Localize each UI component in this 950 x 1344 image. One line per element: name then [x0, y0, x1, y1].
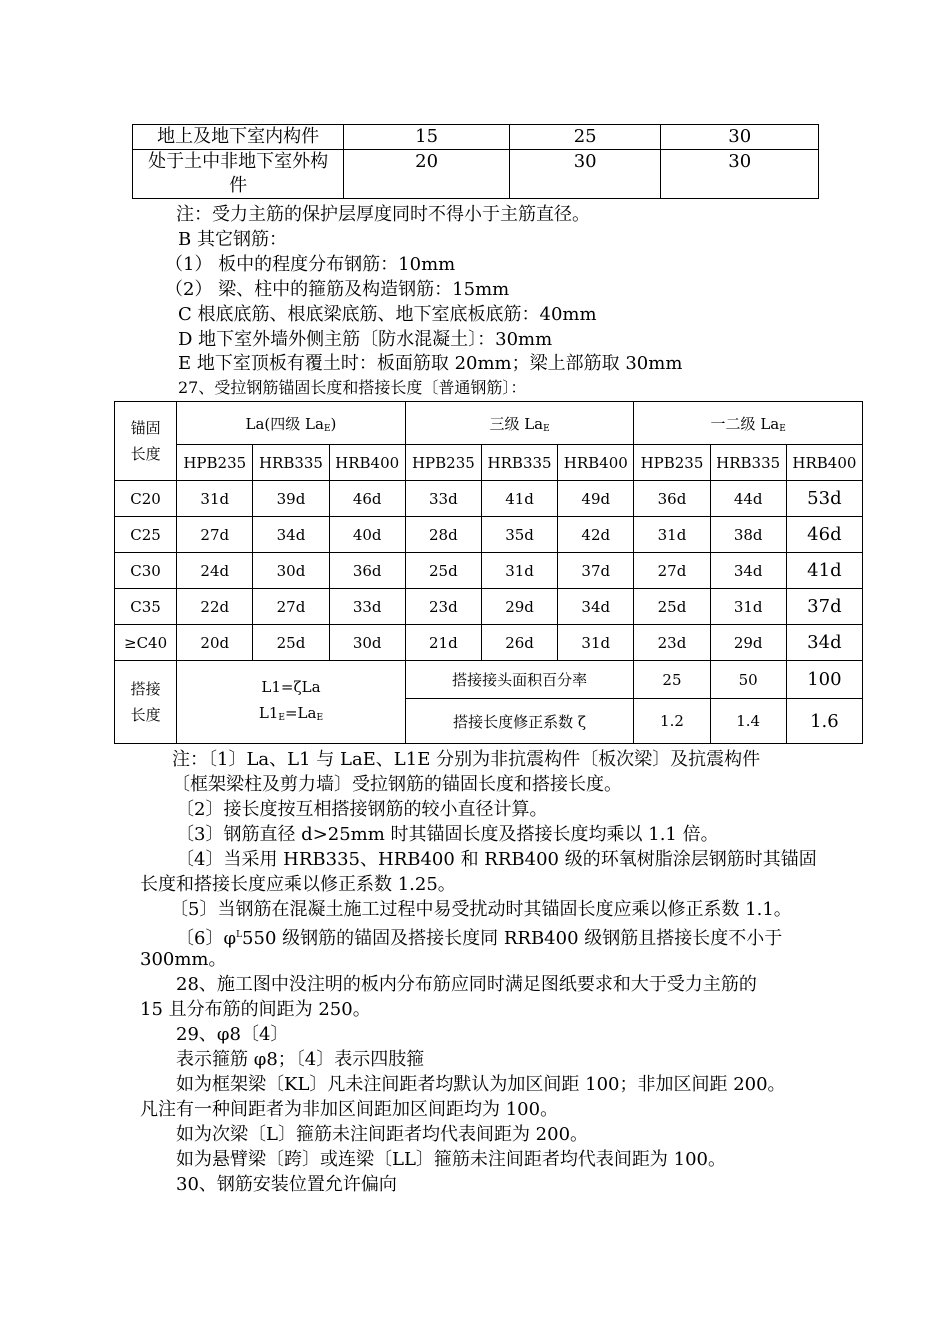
- table-corner-cell: [115, 402, 177, 481]
- table-cell: 23d: [405, 589, 481, 625]
- table-cell: 36d: [329, 553, 405, 589]
- table-cell: 30: [661, 150, 819, 199]
- row-header: C20: [115, 481, 177, 517]
- table-cell: 31d: [634, 517, 710, 553]
- table-cell: 37d: [786, 589, 862, 625]
- paragraph: 15 且分布筋的间距为 250。: [140, 999, 371, 1020]
- table-row: [115, 481, 863, 517]
- column-header: HRB400: [329, 445, 405, 481]
- table-cell: 28d: [405, 517, 481, 553]
- group-header: [177, 402, 406, 445]
- row-header: C35: [115, 589, 177, 625]
- paragraph: 如为框架梁〔KL〕凡未注间距者均默认为加区间距 100；非加区间距 200。: [176, 1074, 786, 1095]
- table-cell: 29d: [710, 625, 786, 661]
- table-note: 〔5〕当钢筋在混凝土施工过程中易受扰动时其锚固长度应乘以修正系数 1.1。: [170, 899, 792, 920]
- table-row: [133, 150, 819, 199]
- table-cell: 31d: [558, 625, 634, 661]
- subscript: E: [779, 423, 786, 434]
- section-heading: 27、受拉钢筋锚固长度和搭接长度〔普通钢筋〕：: [178, 378, 527, 397]
- paragraph: 如为次梁〔L〕箍筋未注间距者均代表间距为 200。: [176, 1124, 589, 1145]
- table-cell: 24d: [177, 553, 253, 589]
- paragraph: 表示箍筋 φ8；〔4〕表示四肢箍: [176, 1049, 425, 1070]
- paragraph: 28、施工图中没注明的板内分布筋应同时满足图纸要求和大于受力主筋的: [176, 974, 757, 995]
- table-cell: 30d: [253, 553, 329, 589]
- list-item: C 根底底筋、根底梁底筋、地下室底板底筋：40mm: [178, 304, 597, 325]
- table-note: 300mm。: [140, 949, 227, 970]
- table-header-row: [115, 445, 863, 481]
- table-cell: 搭接长度修正系数 ζ: [405, 699, 634, 744]
- table-row: [115, 625, 863, 661]
- group-header: [405, 402, 634, 445]
- table-cell: 26d: [481, 625, 557, 661]
- cell-text: 长度: [130, 706, 161, 724]
- table-cell: 25: [509, 125, 661, 150]
- table-header-row: [115, 402, 863, 445]
- table-cell: 15: [344, 125, 510, 150]
- cell-text: 搭接: [130, 680, 161, 698]
- row-header: [115, 661, 177, 744]
- subscript: E: [278, 712, 285, 723]
- table-cell: 53d: [786, 481, 862, 517]
- table-cell: 33d: [405, 481, 481, 517]
- table-note: [176, 923, 782, 951]
- cell-text: 一二级 La: [710, 414, 780, 433]
- table-cell: 100: [786, 661, 862, 699]
- table-cell: 50: [710, 661, 786, 699]
- table-cell: 25d: [253, 625, 329, 661]
- row-header: C25: [115, 517, 177, 553]
- table-row: [133, 125, 819, 150]
- table-cell: 35d: [481, 517, 557, 553]
- table-note: 〔框架梁柱及剪力墙〕受拉钢筋的锚固长度和搭接长度。: [172, 774, 622, 795]
- table-row: [115, 553, 863, 589]
- table-cell: 46d: [329, 481, 405, 517]
- column-header: HPB235: [405, 445, 481, 481]
- table-cell: 地上及地下室内构件: [133, 125, 344, 150]
- row-header: C30: [115, 553, 177, 589]
- cover-note: 注：受力主筋的保护层厚度同时不得小于主筋直径。: [176, 204, 590, 225]
- table-cell: 27d: [253, 589, 329, 625]
- table-cell: 41d: [786, 553, 862, 589]
- column-header: HPB235: [634, 445, 710, 481]
- table-cell: 39d: [253, 481, 329, 517]
- cell-text: L1=ζLa: [261, 677, 321, 696]
- paragraph: 凡注有一种间距者为非加区间距加区间距均为 100。: [140, 1099, 559, 1120]
- table-row: [115, 589, 863, 625]
- table-cell: 31d: [710, 589, 786, 625]
- table-cell: 49d: [558, 481, 634, 517]
- table-cell: 29d: [481, 589, 557, 625]
- table-cell: 30d: [329, 625, 405, 661]
- list-item: （1） 板中的程度分布钢筋：10mm: [165, 254, 456, 275]
- table-note: 〔3〕钢筋直径 d>25mm 时其锚固长度及搭接长度均乘以 1.1 倍。: [176, 824, 719, 845]
- table-note: 注：〔1〕La、L1 与 LaE、L1E 分别为非抗震构件〔板次梁〕及抗震构件: [172, 749, 761, 770]
- table-cell: 20d: [177, 625, 253, 661]
- table-cell: 1.4: [710, 699, 786, 744]
- column-header: HPB235: [177, 445, 253, 481]
- table-cell: 44d: [710, 481, 786, 517]
- table-cell: 23d: [634, 625, 710, 661]
- table-cell: 20: [344, 150, 510, 199]
- column-header: HRB335: [253, 445, 329, 481]
- column-header: HRB335: [481, 445, 557, 481]
- cell-text: 锚固: [130, 419, 161, 437]
- cell-text: 三级 La: [489, 414, 544, 433]
- column-header: HRB335: [710, 445, 786, 481]
- group-header: [634, 402, 863, 445]
- cover-table: [132, 124, 819, 199]
- table-row: [115, 517, 863, 553]
- paragraph: 如为悬臂梁〔跨〕或连梁〔LL〕箍筋未注间距者均代表间距为 100。: [176, 1149, 726, 1170]
- table-cell: 25d: [405, 553, 481, 589]
- cell-text: =La: [284, 703, 317, 722]
- cell-text: L1: [258, 703, 279, 722]
- table-cell: 37d: [558, 553, 634, 589]
- table-cell: 搭接接头面积百分率: [405, 661, 634, 699]
- table-cell: 31d: [177, 481, 253, 517]
- cell-text: [177, 700, 405, 731]
- formula-cell: [177, 661, 406, 744]
- table-cell: 34d: [710, 553, 786, 589]
- cell-text: La(四级 La: [245, 414, 324, 433]
- table-note: 〔2〕接长度按互相搭接钢筋的较小直径计算。: [176, 799, 548, 820]
- table-cell: 34d: [253, 517, 329, 553]
- cell-text: 〔6〕φ: [176, 928, 237, 949]
- table-cell: 27d: [634, 553, 710, 589]
- cell-text: 处于土中非地下室外构: [148, 151, 329, 172]
- table-cell: 1.2: [634, 699, 710, 744]
- table-cell: 40d: [329, 517, 405, 553]
- cell-text: 长度: [130, 445, 161, 463]
- anchorage-table: [114, 401, 863, 744]
- table-cell: 42d: [558, 517, 634, 553]
- subscript: E: [316, 712, 324, 723]
- table-cell: 25: [634, 661, 710, 699]
- superscript: L: [236, 930, 243, 940]
- subscript: E: [543, 423, 550, 434]
- table-cell: 38d: [710, 517, 786, 553]
- table-note: 〔4〕当采用 HRB335、HRB400 和 RRB400 级的环氧树脂涂层钢筋时其锚固: [176, 849, 817, 870]
- section-b-title: B 其它钢筋：: [178, 229, 287, 250]
- list-item: D 地下室外墙外侧主筋〔防水混凝土〕：30mm: [178, 329, 553, 350]
- paragraph: 30、钢筋安装位置允许偏向: [176, 1174, 397, 1195]
- column-header: HRB400: [786, 445, 862, 481]
- cell-text: 550 级钢筋的锚固及搭接长度同 RRB400 级钢筋且搭接长度不小于: [242, 928, 783, 949]
- row-header: ≥C40: [115, 625, 177, 661]
- table-note: 长度和搭接长度应乘以修正系数 1.25。: [140, 874, 456, 895]
- table-cell: 41d: [481, 481, 557, 517]
- list-item: （2） 梁、柱中的箍筋及构造钢筋：15mm: [165, 279, 510, 300]
- table-cell: 34d: [786, 625, 862, 661]
- table-cell: 30: [509, 150, 661, 199]
- table-cell: 21d: [405, 625, 481, 661]
- table-cell: 22d: [177, 589, 253, 625]
- table-cell: 46d: [786, 517, 862, 553]
- cell-text: ): [330, 414, 337, 433]
- table-cell: 34d: [558, 589, 634, 625]
- table-cell: 27d: [177, 517, 253, 553]
- paragraph: 29、φ8〔4〕: [176, 1024, 289, 1045]
- table-cell: [133, 150, 344, 199]
- cell-text: 件: [229, 175, 248, 196]
- list-item: E 地下室顶板有覆土时：板面筋取 20mm；梁上部筋取 30mm: [178, 353, 683, 374]
- subscript: E: [323, 423, 331, 434]
- column-header: HRB400: [558, 445, 634, 481]
- table-cell: 30: [661, 125, 819, 150]
- table-cell: 31d: [481, 553, 557, 589]
- table-cell: 1.6: [786, 699, 862, 744]
- table-row: [115, 661, 863, 699]
- table-cell: 36d: [634, 481, 710, 517]
- table-cell: 33d: [329, 589, 405, 625]
- table-cell: 25d: [634, 589, 710, 625]
